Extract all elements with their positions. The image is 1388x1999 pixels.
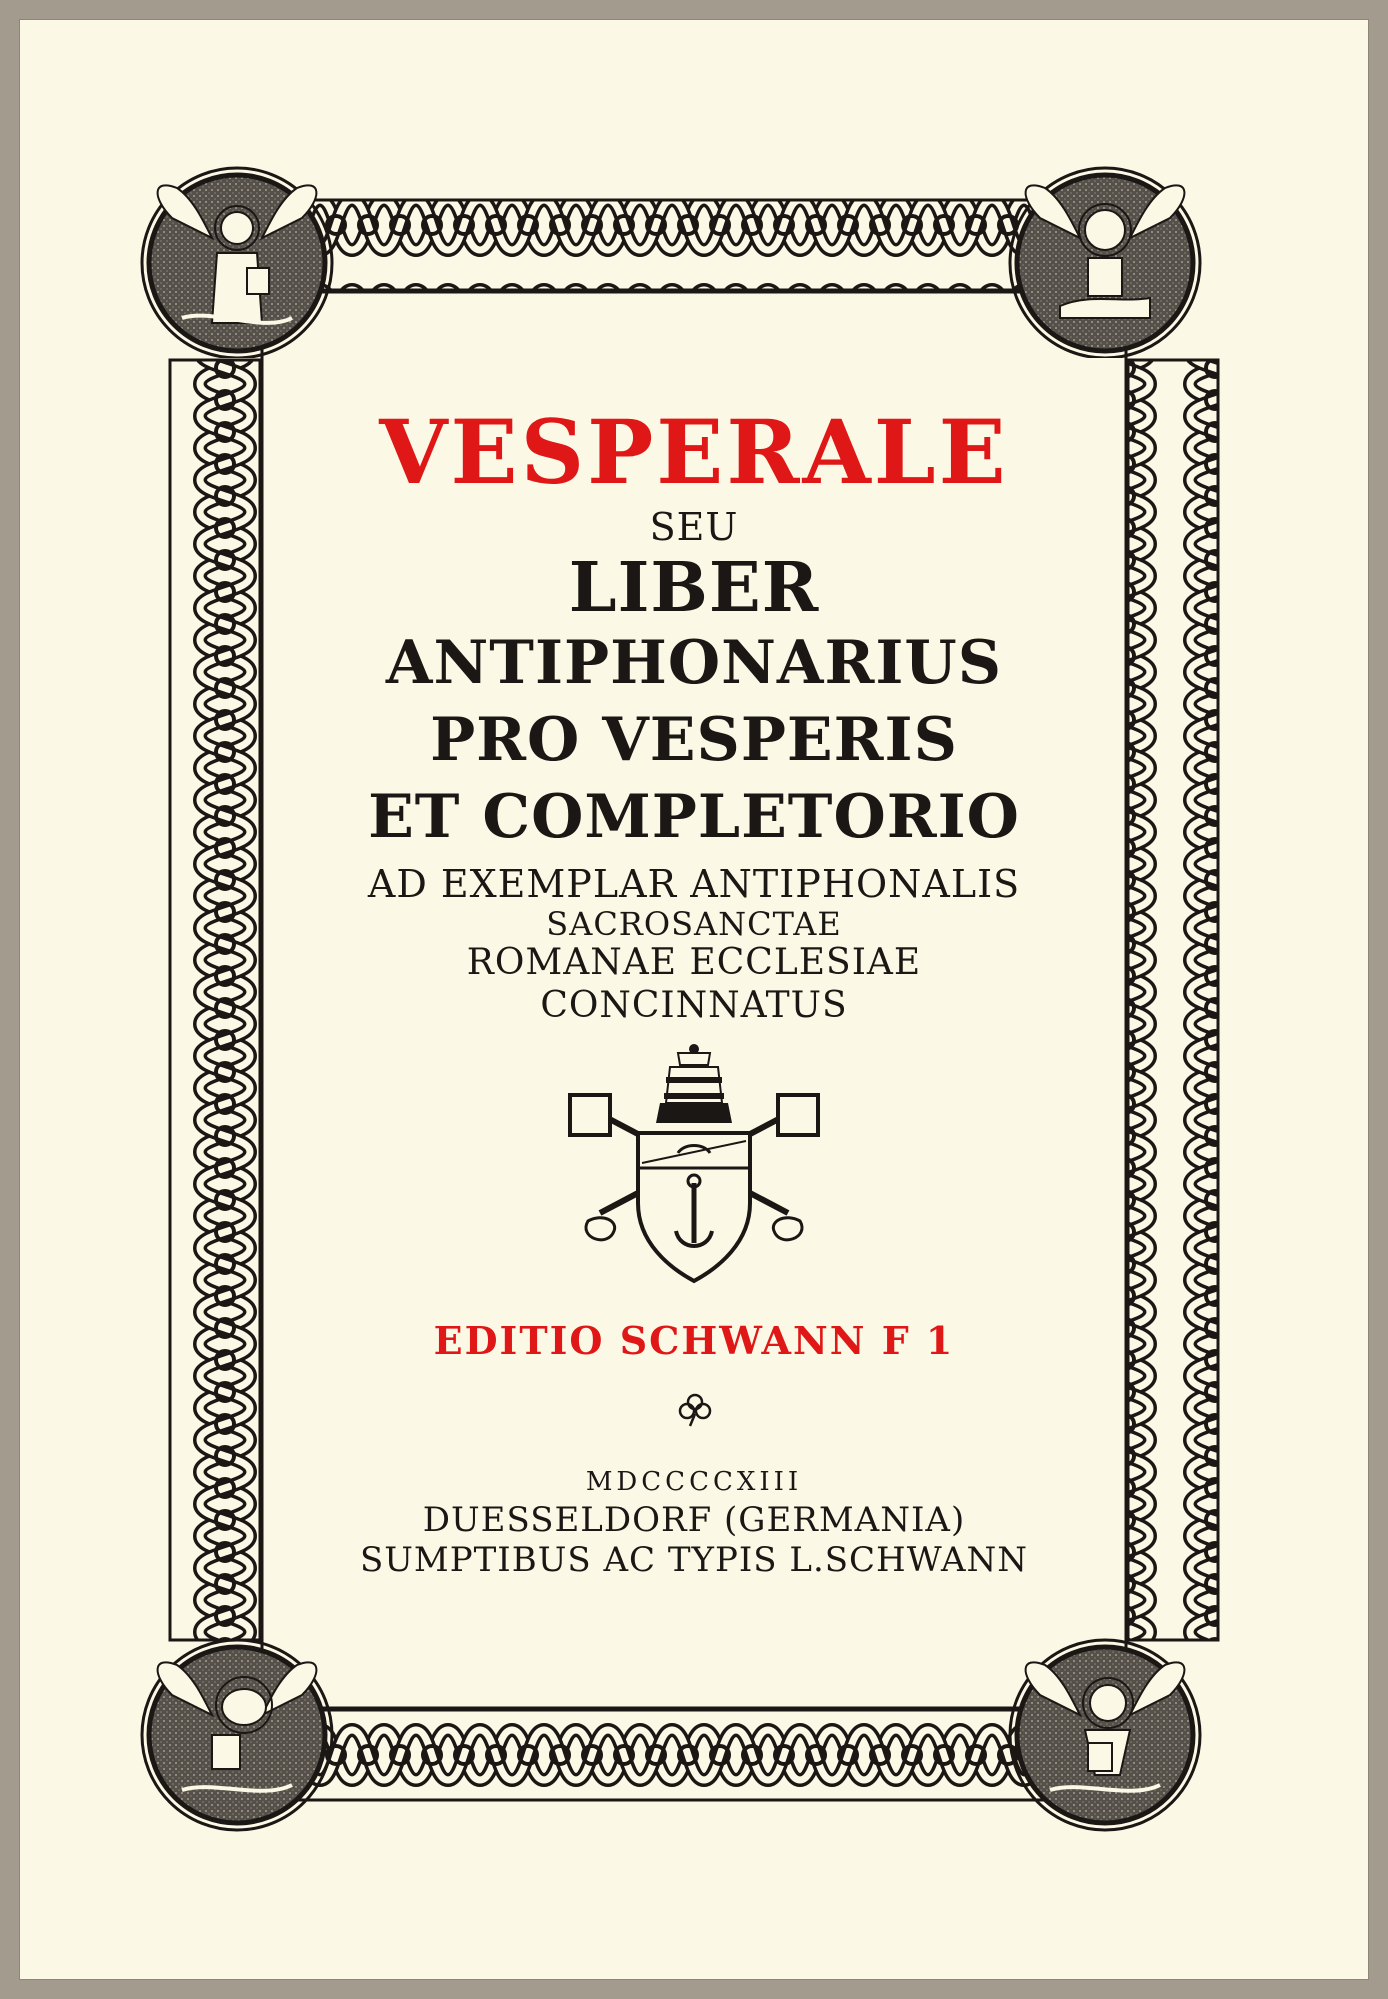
description-line-2: SACROSANCTAE [546, 905, 842, 943]
subtitle-line-4: ET COMPLETORIO [368, 782, 1020, 852]
eagle-evangelist-icon [1000, 1635, 1210, 1835]
angel-evangelist-icon [132, 158, 342, 358]
publication-place: DUESSELDORF (GERMANIA) [422, 1500, 966, 1540]
papal-coat-of-arms-icon [558, 1043, 830, 1291]
book-title: VESPERALE [379, 400, 1009, 504]
publication-year: MDCCCCXIII [585, 1467, 803, 1497]
publisher-imprint: SUMPTIBUS AC TYPIS L.SCHWANN [359, 1540, 1029, 1580]
subtitle-line-2: ANTIPHONARIUS [385, 628, 1003, 698]
title-conjunction: SEU [649, 505, 739, 549]
description-line-3: ROMANAE ECCLESIAE [466, 942, 922, 983]
subtitle-line-3: PRO VESPERIS [430, 705, 958, 775]
shamrock-icon [678, 1392, 712, 1428]
edition-label: EDITIO SCHWANN F 1 [433, 1318, 955, 1363]
winged-lion-evangelist-icon [1000, 158, 1210, 358]
description-line-4: CONCINNATUS [540, 985, 848, 1026]
description-line-1: AD EXEMPLAR ANTIPHONALIS [367, 862, 1021, 906]
subtitle-line-1: LIBER [568, 548, 820, 628]
winged-ox-evangelist-icon [132, 1635, 342, 1835]
